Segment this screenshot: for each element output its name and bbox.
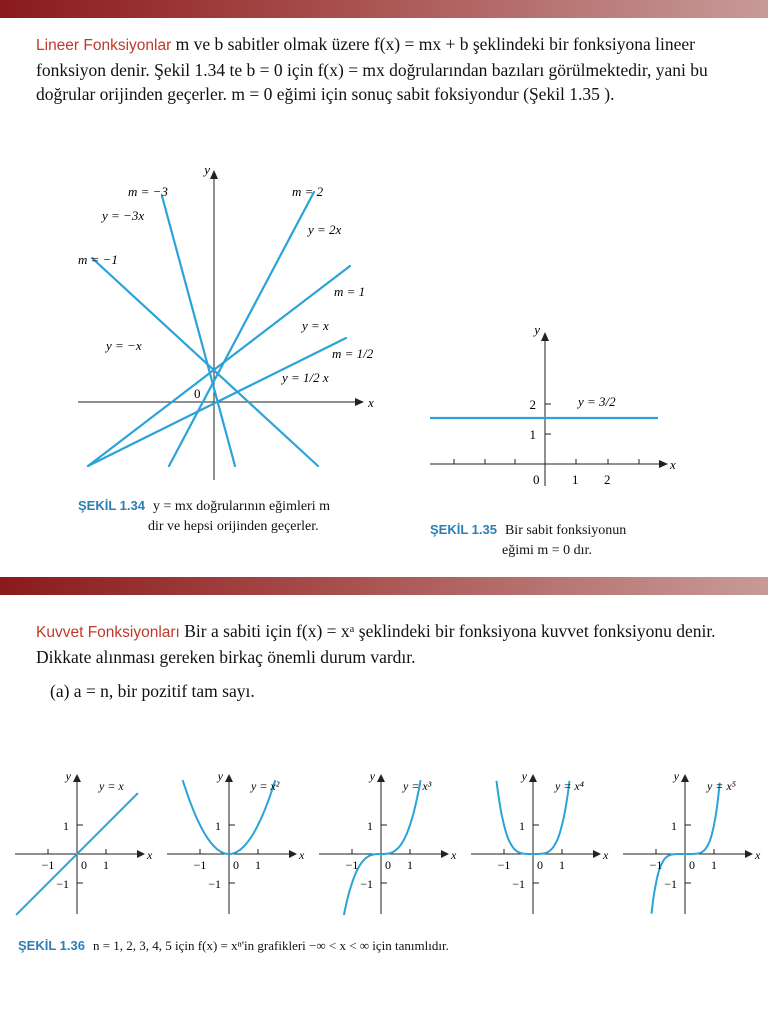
caption-1-34 xyxy=(78,496,398,537)
power-tick-y-pos-2: 1 xyxy=(215,819,221,833)
power-x-label-2: x xyxy=(299,848,305,862)
power-curve-label-1: y = x xyxy=(99,779,124,793)
power-tick-x-pos-2: 1 xyxy=(255,858,261,872)
power-x-arrow-3 xyxy=(441,850,449,858)
power-origin-2: 0 xyxy=(233,858,239,872)
power-tick-y-pos-4: 1 xyxy=(519,819,525,833)
label-y-half: y = 1/2 x xyxy=(282,370,329,385)
label-y2x: y = 2x xyxy=(308,222,342,237)
fig135-tick-y2: 2 xyxy=(529,397,536,412)
power-curve-label-4: y = x⁴ xyxy=(555,779,584,793)
fig134-origin: 0 xyxy=(194,386,201,401)
power-tick-y-pos-3: 1 xyxy=(367,819,373,833)
caption-1-36 xyxy=(18,936,758,956)
fig135-line-label: y = 3/2 xyxy=(578,394,616,409)
fig135-x-label: x xyxy=(670,457,676,472)
power-y-arrow-2 xyxy=(225,774,233,782)
power-x-label-5: x xyxy=(755,848,761,862)
power-tick-y-neg-1: −1 xyxy=(56,877,69,891)
top-decorative-bar xyxy=(0,0,768,18)
power-tick-x-pos-5: 1 xyxy=(711,858,717,872)
power-y-label-1: y xyxy=(65,769,71,783)
power-tick-x-pos-4: 1 xyxy=(559,858,565,872)
linear-heading: Lineer Fonksiyonlar xyxy=(36,37,172,54)
power-y-arrow-3 xyxy=(377,774,385,782)
power-tick-y-neg-5: −1 xyxy=(664,877,677,891)
label-yx: y = x xyxy=(302,318,329,333)
linear-paragraph xyxy=(36,32,736,106)
caption-1-36-label: ŞEKİL 1.36 xyxy=(18,938,85,953)
fig135-tick-x2: 2 xyxy=(604,472,611,487)
power-curve-label-5: y = x⁵ xyxy=(707,779,736,793)
figure-1-36 xyxy=(0,768,768,918)
label-m-half: m = 1/2 xyxy=(332,346,374,361)
fig134-y-label: y xyxy=(204,162,210,177)
middle-decorative-bar xyxy=(0,577,768,595)
power-tick-x-neg-2: −1 xyxy=(193,858,207,872)
power-tick-x-neg-5: −1 xyxy=(649,858,663,872)
fig135-tick-x1: 1 xyxy=(572,472,579,487)
linear-text: m ve b sabitler olmak üzere f(x) = mx + b şeklindeki bir fonksiyona lineer fonksiyon denir. Şekil 1.34 te b = 0 için f(x) = mx doğrularından bazıları görülmektedir, yani bu doğrular orijinden geçerler. m = 0 eğimi için sonuç sabit foksiyondur (Şekil 1.35 ). xyxy=(36,34,708,104)
power-origin-1: 0 xyxy=(81,858,87,872)
power-x-label-3: x xyxy=(451,848,457,862)
figure-1-34 xyxy=(70,160,390,480)
caption-1-34-label: ŞEKİL 1.34 xyxy=(78,498,145,513)
power-tick-y-pos-1: 1 xyxy=(63,819,69,833)
fig135-x-ticks xyxy=(454,459,639,464)
power-origin-4: 0 xyxy=(537,858,543,872)
line-y-negx xyxy=(92,258,318,466)
label-m1: m = 1 xyxy=(334,284,366,299)
fig135-tick-y1: 1 xyxy=(529,427,536,442)
power-tick-x-neg-3: −1 xyxy=(345,858,359,872)
power-y-arrow-4 xyxy=(529,774,537,782)
label-m-neg1: m = −1 xyxy=(78,252,118,267)
power-curve-label-2: y = x² xyxy=(251,779,280,793)
power-x-arrow-2 xyxy=(289,850,297,858)
power-paragraph xyxy=(36,619,736,669)
power-origin-3: 0 xyxy=(385,858,391,872)
power-tick-x-pos-1: 1 xyxy=(103,858,109,872)
power-text: Bir a sabiti için f(x) = xᵃ şeklindeki bir fonksiyona kuvvet fonksiyonu denir. Dikkate alınması gereken birkaç önemli durum vardır. xyxy=(36,621,716,667)
power-y-arrow-5 xyxy=(681,774,689,782)
label-y-negx: y = −x xyxy=(106,338,142,353)
power-case-a xyxy=(50,679,750,703)
line-y-neg3x xyxy=(162,196,235,466)
power-tick-y-neg-3: −1 xyxy=(360,877,373,891)
power-tick-y-neg-2: −1 xyxy=(208,877,221,891)
line-y-x xyxy=(88,266,350,466)
fig134-y-arrow xyxy=(210,170,218,179)
power-origin-5: 0 xyxy=(689,858,695,872)
fig135-y-arrow xyxy=(541,332,549,341)
power-x-arrow-4 xyxy=(593,850,601,858)
power-y-arrow-1 xyxy=(73,774,81,782)
power-y-label-2: y xyxy=(217,769,223,783)
power-curve-3 xyxy=(344,780,421,915)
caption-1-35-line2: eğimi m = 0 dır. xyxy=(502,543,592,558)
power-curve-5 xyxy=(649,783,720,914)
power-x-arrow-5 xyxy=(745,850,753,858)
line-y-2x xyxy=(169,192,314,466)
fig135-y-label: y xyxy=(534,322,540,337)
caption-1-36-text: n = 1, 2, 3, 4, 5 için f(x) = xⁿ'in grafikleri −∞ < x < ∞ için tanımlıdır. xyxy=(92,938,449,953)
caption-1-34-line1: y = mx doğrularının eğimleri m xyxy=(152,499,330,514)
caption-1-34-line2: dir ve hepsi orijinden geçerler. xyxy=(148,519,319,534)
fig134-x-label: x xyxy=(368,395,374,410)
power-y-label-3: y xyxy=(369,769,375,783)
label-y-neg3x: y = −3x xyxy=(102,208,145,223)
power-tick-y-neg-4: −1 xyxy=(512,877,525,891)
fig135-origin: 0 xyxy=(533,472,540,487)
case-a-text: (a) a = n, bir pozitif tam sayı. xyxy=(50,681,255,701)
power-tick-x-neg-4: −1 xyxy=(497,858,511,872)
fig135-x-arrow xyxy=(659,460,668,468)
label-m-neg3: m = −3 xyxy=(128,184,168,199)
power-x-arrow-1 xyxy=(137,850,145,858)
caption-1-35 xyxy=(430,520,730,561)
power-y-label-5: y xyxy=(673,769,679,783)
power-tick-x-neg-1: −1 xyxy=(41,858,55,872)
power-x-label-1: x xyxy=(147,848,153,862)
power-curve-label-3: y = x³ xyxy=(403,779,432,793)
power-x-label-4: x xyxy=(603,848,609,862)
caption-1-35-label: ŞEKİL 1.35 xyxy=(430,522,497,537)
figure-1-35 xyxy=(428,322,678,492)
power-y-label-4: y xyxy=(521,769,527,783)
fig134-x-arrow xyxy=(355,398,364,406)
power-heading: Kuvvet Fonksiyonları xyxy=(36,624,180,641)
caption-1-35-line1: Bir sabit fonksiyonun xyxy=(504,523,627,538)
label-m2: m = 2 xyxy=(292,184,324,199)
power-tick-x-pos-3: 1 xyxy=(407,858,413,872)
power-tick-y-pos-5: 1 xyxy=(671,819,677,833)
